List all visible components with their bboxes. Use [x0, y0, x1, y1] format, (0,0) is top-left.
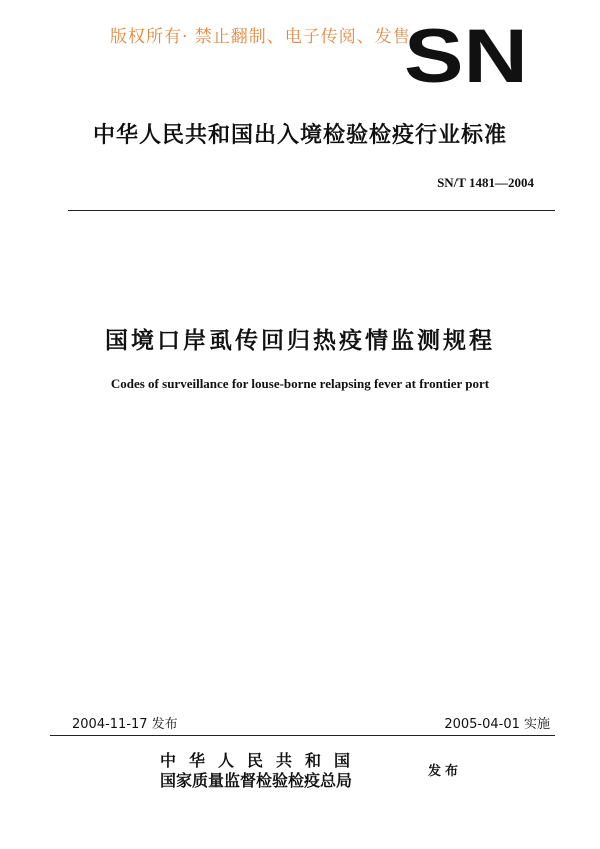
header-divider: [68, 210, 555, 211]
release-date: 2004-11-17 发布: [72, 717, 178, 732]
footer-divider: [50, 735, 555, 736]
document-title-english: Codes of surveillance for louse-borne relapsing fever at frontier port: [110, 376, 490, 391]
effective-date: 2005-04-01 实施: [444, 717, 550, 732]
standard-code: SN/T 1481—2004: [437, 175, 534, 190]
standard-series-title: 中华人民共和国出入境检验检疫行业标准: [92, 123, 507, 148]
issuer-agency: 国家质量监督检验检疫总局: [160, 771, 353, 790]
issue-label: 发布: [428, 764, 463, 779]
sn-logo-text: SN: [404, 26, 528, 86]
copyright-watermark: 版权所有· 禁止翻制、电子传阅、发售: [110, 27, 411, 47]
document-title-chinese: 国境口岸虱传回归热疫情监测规程: [105, 328, 495, 354]
issuer-country: 中华人民共和国: [160, 751, 364, 770]
sn-logo: [404, 26, 528, 86]
